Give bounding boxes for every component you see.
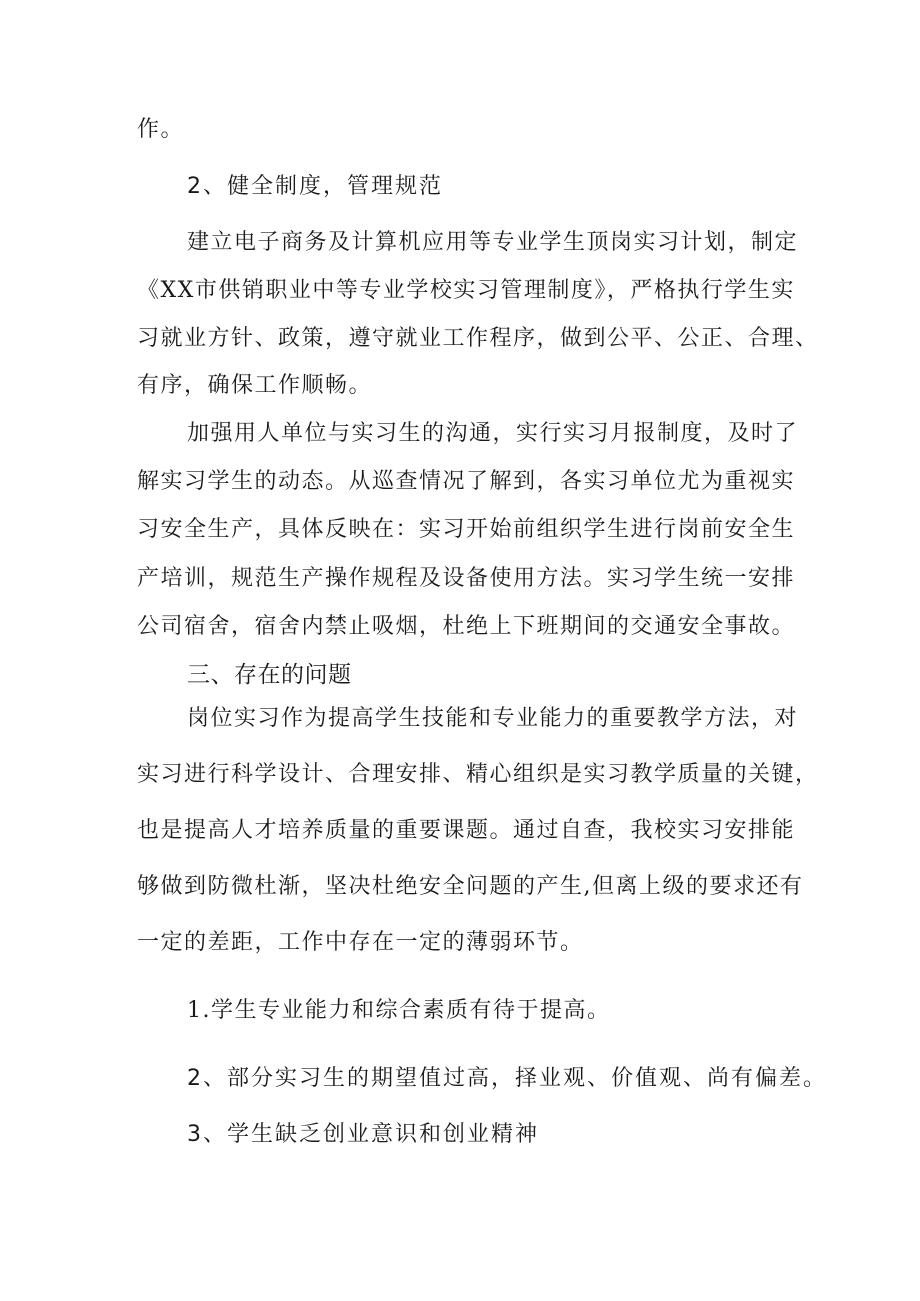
paragraph-line: 加强用人单位与实习生的沟通，实行实习月报制度，及时了 bbox=[187, 421, 799, 446]
section-heading-3: 三、存在的问题 bbox=[187, 662, 352, 688]
subheading-2: 2、健全制度，管理规范 bbox=[187, 174, 443, 199]
paragraph-line: 岗位实习作为提高学生技能和专业能力的重要教学方法，对 bbox=[187, 706, 799, 731]
paragraph-line: 产培训，规范生产操作规程及设备使用方法。实习学生统一安排 bbox=[137, 566, 796, 591]
paragraph-line: 一定的差距，工作中存在一定的薄弱环节。 bbox=[137, 930, 584, 955]
list-item-1: 1.学生专业能力和综合素质有待于提高。 bbox=[187, 998, 611, 1023]
paragraph-line: 习安全生产，具体反映在：实习开始前组织学生进行岗前安全生 bbox=[137, 517, 796, 542]
paragraph-line: 建立电子商务及计算机应用等专业学生顶岗实习计划，制定 bbox=[187, 230, 799, 255]
paragraph-line: 公司宿舍，宿舍内禁止吸烟，杜绝上下班期间的交通安全事故。 bbox=[137, 614, 796, 639]
paragraph-line: 作。 bbox=[137, 117, 185, 142]
list-item-3: 3、学生缺乏创业意识和创业精神 bbox=[187, 1122, 539, 1147]
paragraph-line: 够做到防微杜渐，坚决杜绝安全问题的产生,但离上级的要求还有 bbox=[137, 874, 804, 899]
paragraph-line: 有序，确保工作顺畅。 bbox=[137, 373, 373, 398]
paragraph-line: 实习进行科学设计、合理安排、精心组织是实习教学质量的关键， bbox=[137, 762, 819, 787]
paragraph-line: 习就业方针、政策，遵守就业工作程序，做到公平、公正、合理、 bbox=[137, 326, 819, 351]
list-item-2: 2、部分实习生的期望值过高，择业观、价值观、尚有偏差。 bbox=[187, 1066, 827, 1091]
paragraph-line: 解实习学生的动态。从巡查情况了解到，各实习单位尤为重视实 bbox=[137, 469, 796, 494]
paragraph-line: 《XX市供销职业中等专业学校实习管理制度》，严格执行学生实 bbox=[137, 278, 795, 303]
paragraph-line: 也是提高人才培养质量的重要课题。通过自查，我校实习安排能 bbox=[137, 818, 796, 843]
